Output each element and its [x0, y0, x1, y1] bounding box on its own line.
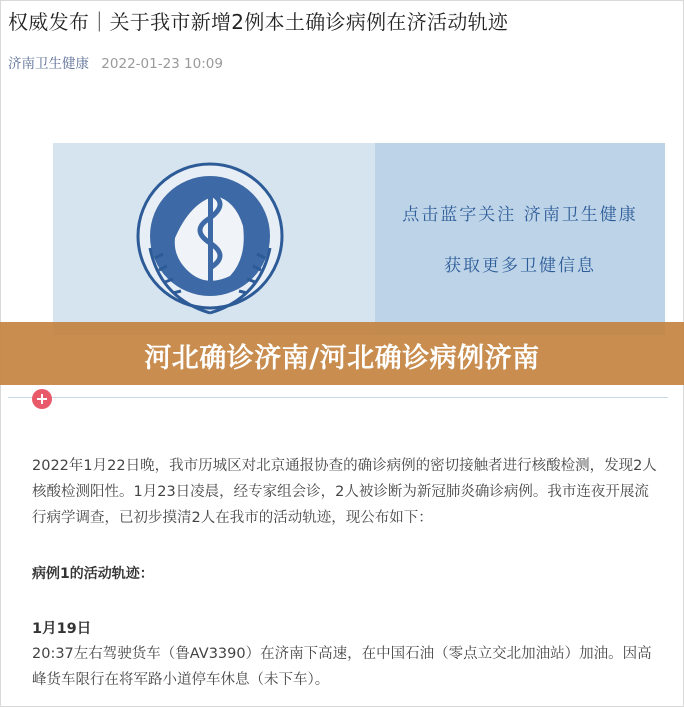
intro-paragraph: [32, 453, 662, 531]
publish-date: 2022-01-23 10:09: [101, 56, 223, 72]
banner-image[interactable]: [53, 143, 665, 335]
banner-text-panel: [375, 143, 665, 335]
day-paragraph: [32, 641, 662, 693]
day-text: 20:37左右驾驶货车（鲁AV3390）在济南下高速，在中国石油（零点立交北加油站）加油。因高峰货车限行在将军路小道停车休息（未下车）。: [32, 646, 652, 688]
health-logo-icon: [135, 148, 285, 330]
article-meta: [8, 52, 223, 72]
intro-text: 2022年1月22日晚，我市历城区对北京通报协查的确诊病例的密切接触者进行核酸检测，发现2人核酸检测阳性。1月23日凌晨，经专家组会诊，2人被诊断为新冠肺炎确诊病例。我市连夜开展流行病学调查，已初步摸清2人在我市的活动轨迹，现公布如下：: [32, 458, 657, 526]
plus-icon[interactable]: [32, 389, 52, 409]
day-heading: 1月19日: [32, 621, 92, 637]
overlay-title-bar: [0, 322, 684, 385]
banner-follow-text: 点击蓝字关注 济南卫生健康: [402, 205, 638, 225]
source-link[interactable]: 济南卫生健康: [8, 56, 89, 72]
banner-info-text: 获取更多卫健信息: [444, 256, 596, 276]
logo-area: [53, 143, 375, 335]
article-title: 权威发布｜关于我市新增2例本土确诊病例在济活动轨迹: [8, 10, 509, 34]
divider: [8, 397, 668, 398]
overlay-title: 河北确诊济南/河北确诊病例济南: [144, 343, 540, 374]
case-heading: 病例1的活动轨迹：: [32, 566, 154, 582]
